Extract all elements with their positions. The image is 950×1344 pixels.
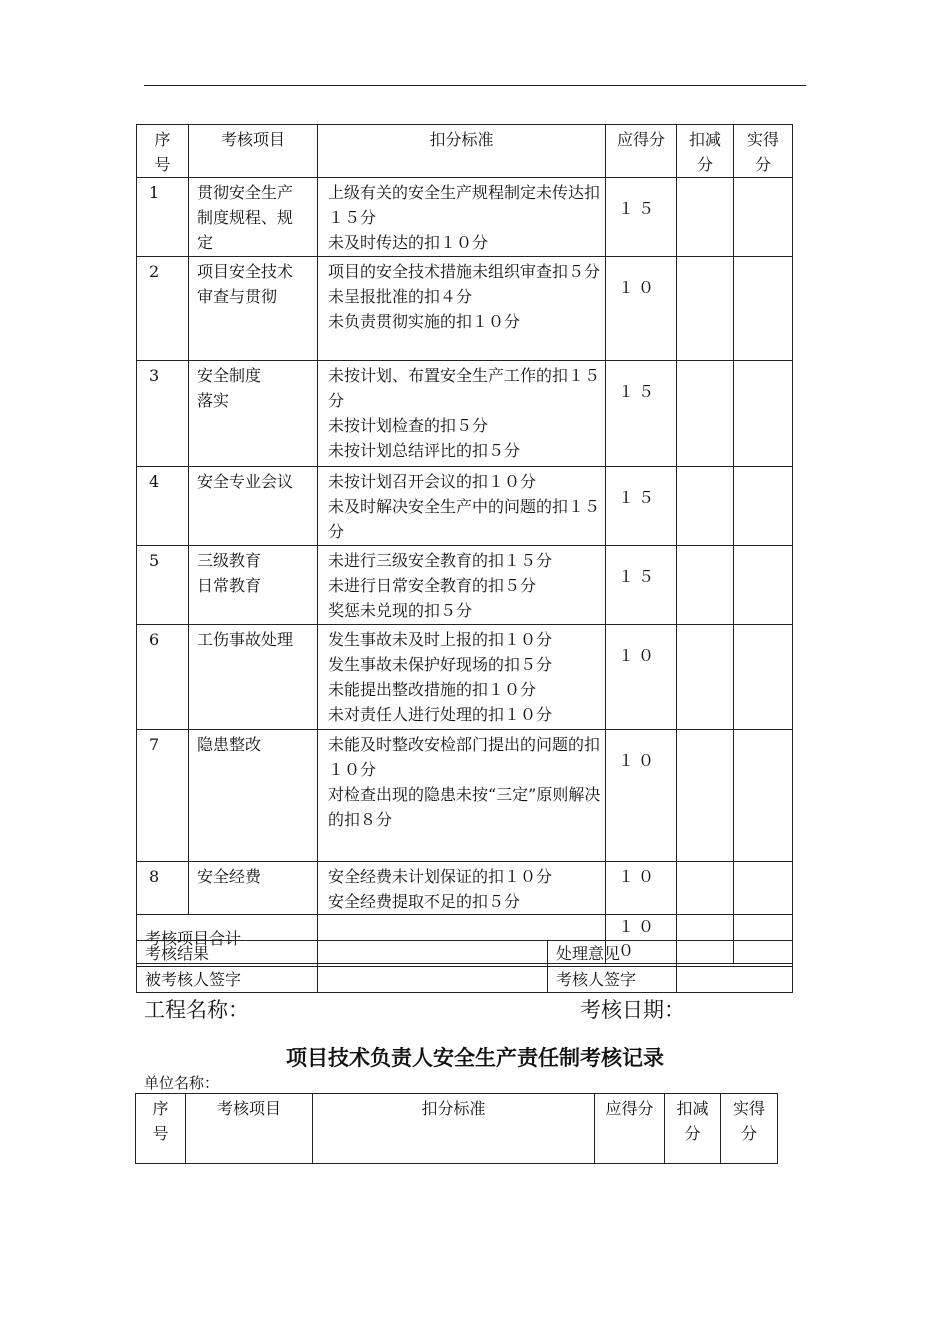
row-actual-cell[interactable] bbox=[734, 178, 793, 257]
table-row bbox=[137, 730, 793, 862]
result-value-cell[interactable] bbox=[318, 941, 548, 967]
result-row bbox=[137, 941, 793, 967]
col-item-header: 考核项目 bbox=[189, 125, 318, 178]
examiner-sign-cell[interactable] bbox=[677, 967, 793, 993]
row-item: 项目安全技术 审查与贯彻 bbox=[189, 257, 318, 361]
row-criteria: 未按计划、布置安全生产工作的扣１５分 未按计划检查的扣５分 未按计划总结评比的扣５分 bbox=[318, 361, 606, 467]
row-item: 安全专业会议 bbox=[189, 467, 318, 546]
row-no: 6 bbox=[137, 625, 189, 730]
row-no: 7 bbox=[137, 730, 189, 862]
examinee-sign-label: 被考核人签字 bbox=[137, 967, 318, 993]
row-score: １５ bbox=[606, 361, 677, 467]
row-deduct-cell[interactable] bbox=[677, 257, 734, 361]
total-label: 考核项目合计 bbox=[137, 915, 318, 964]
row-actual-cell[interactable] bbox=[734, 546, 793, 625]
col-due-header: 应得分 bbox=[606, 125, 677, 178]
col-actual-header: 实得 分 bbox=[721, 1094, 778, 1164]
header-rule bbox=[144, 85, 806, 86]
row-no: 3 bbox=[137, 361, 189, 467]
table-row bbox=[137, 467, 793, 546]
signature-row bbox=[137, 967, 793, 993]
row-criteria: 未进行三级安全教育的扣１５分 未进行日常安全教育的扣５分 奖惩未兑现的扣５分 bbox=[318, 546, 606, 625]
row-score: １０ bbox=[606, 730, 677, 862]
examiner-sign-label: 考核人签字 bbox=[548, 967, 677, 993]
col-deduct-header: 扣减 分 bbox=[665, 1094, 721, 1164]
row-deduct-cell[interactable] bbox=[677, 862, 734, 915]
row-score: １５ bbox=[606, 546, 677, 625]
row-no: 2 bbox=[137, 257, 189, 361]
table-row bbox=[137, 178, 793, 257]
col-item-header: 考核项目 bbox=[186, 1094, 313, 1164]
table-row bbox=[137, 546, 793, 625]
opinion-label: 处理意见 bbox=[548, 941, 677, 967]
unit-name-label: 单位名称： bbox=[144, 1074, 220, 1092]
row-deduct-cell[interactable] bbox=[677, 467, 734, 546]
row-actual-cell[interactable] bbox=[734, 361, 793, 467]
col-criteria-header: 扣分标准 bbox=[313, 1094, 595, 1164]
section-title: 项目技术负责人安全生产责任制考核记录 bbox=[286, 1045, 664, 1070]
row-criteria: 上级有关的安全生产规程制定未传达扣１５分 未及时传达的扣１０分 bbox=[318, 178, 606, 257]
row-actual-cell[interactable] bbox=[734, 730, 793, 862]
row-actual-cell[interactable] bbox=[734, 862, 793, 915]
row-score: １０ bbox=[606, 862, 677, 915]
row-item: 工伤事故处理 bbox=[189, 625, 318, 730]
row-actual-cell[interactable] bbox=[734, 625, 793, 730]
row-deduct-cell[interactable] bbox=[677, 625, 734, 730]
table-row bbox=[137, 257, 793, 361]
table-row bbox=[137, 361, 793, 467]
col-no-header: 序 号 bbox=[137, 125, 189, 178]
assessment-table bbox=[136, 124, 793, 964]
examinee-sign-cell[interactable] bbox=[318, 967, 548, 993]
table-header-row bbox=[137, 125, 793, 178]
assessment-table-2 bbox=[135, 1093, 778, 1164]
row-actual-cell[interactable] bbox=[734, 467, 793, 546]
row-criteria: 未能及时整改安检部门提出的问题的扣１０分 对检查出现的隐患未按“三定”原则解决的扣８分 bbox=[318, 730, 606, 862]
table-row bbox=[137, 862, 793, 915]
row-item: 安全制度 落实 bbox=[189, 361, 318, 467]
row-criteria: 项目的安全技术措施未组织审查扣５分 未呈报批准的扣４分 未负责贯彻实施的扣１０分 bbox=[318, 257, 606, 361]
row-deduct-cell[interactable] bbox=[677, 546, 734, 625]
row-criteria: 发生事故未及时上报的扣１０分 发生事故未保护好现场的扣５分 未能提出整改措施的扣１０分 未对责任人进行处理的扣１０分 bbox=[318, 625, 606, 730]
result-table bbox=[136, 940, 793, 993]
row-no: 1 bbox=[137, 178, 189, 257]
row-score: １５ bbox=[606, 467, 677, 546]
result-label: 考核结果 bbox=[137, 941, 318, 967]
row-item: 三级教育 日常教育 bbox=[189, 546, 318, 625]
row-deduct-cell[interactable] bbox=[677, 730, 734, 862]
row-item: 贯彻安全生产 制度规程、规 定 bbox=[189, 178, 318, 257]
table-header-row bbox=[136, 1094, 778, 1164]
col-deduct-header: 扣减 分 bbox=[677, 125, 734, 178]
col-criteria-header: 扣分标准 bbox=[318, 125, 606, 178]
exam-date-label: 考核日期： bbox=[580, 998, 685, 1022]
opinion-value-cell[interactable] bbox=[677, 941, 793, 967]
row-item: 安全经费 bbox=[189, 862, 318, 915]
row-score: １０ bbox=[606, 257, 677, 361]
col-due-header: 应得分 bbox=[595, 1094, 665, 1164]
table-row bbox=[137, 625, 793, 730]
row-score: １５ bbox=[606, 178, 677, 257]
project-name-label: 工程名称： bbox=[144, 998, 249, 1022]
row-deduct-cell[interactable] bbox=[677, 361, 734, 467]
row-criteria: 未按计划召开会议的扣１０分 未及时解决安全生产中的问题的扣１５分 bbox=[318, 467, 606, 546]
row-criteria: 安全经费未计划保证的扣１０分 安全经费提取不足的扣５分 bbox=[318, 862, 606, 915]
total-score: １００ bbox=[606, 915, 677, 964]
col-actual-header: 实得 分 bbox=[734, 125, 793, 178]
row-score: １０ bbox=[606, 625, 677, 730]
row-deduct-cell[interactable] bbox=[677, 178, 734, 257]
col-no-header: 序 号 bbox=[136, 1094, 186, 1164]
row-no: 5 bbox=[137, 546, 189, 625]
row-no: 4 bbox=[137, 467, 189, 546]
row-item: 隐患整改 bbox=[189, 730, 318, 862]
row-actual-cell[interactable] bbox=[734, 257, 793, 361]
row-no: 8 bbox=[137, 862, 189, 915]
